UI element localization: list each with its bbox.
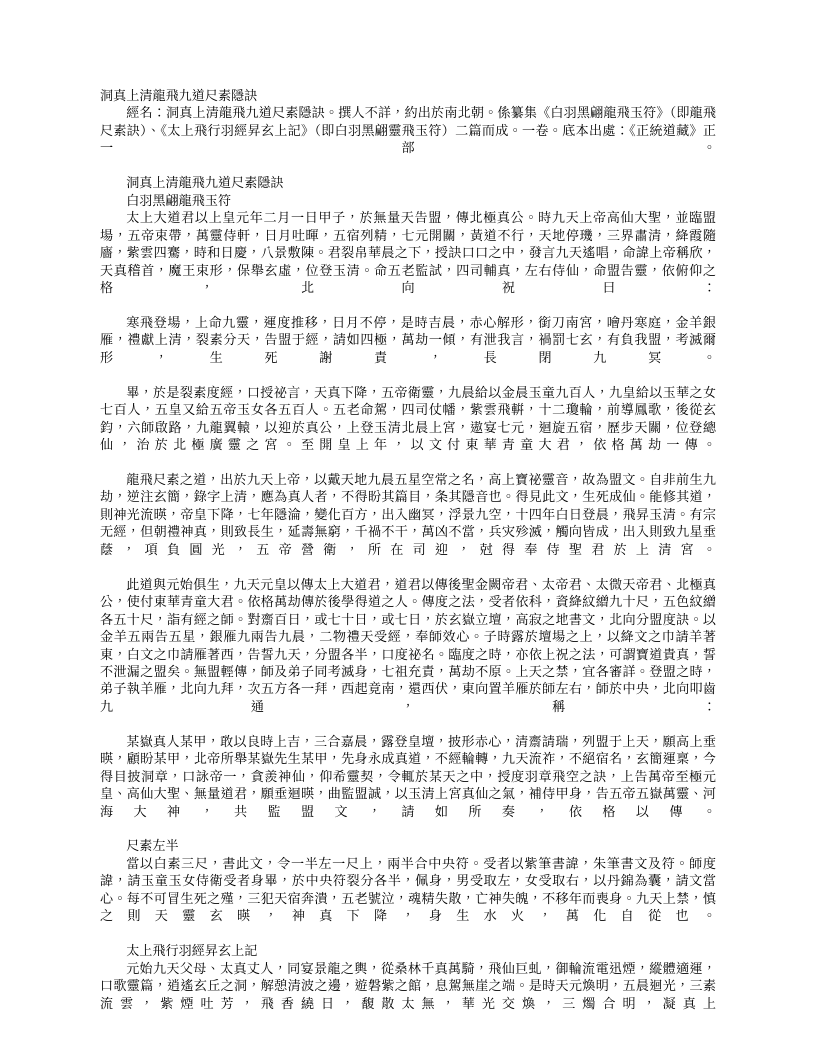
paragraph-hanfei-dengchang-invocation: 寒飛登場，上命九靈，運度推移，日月不停，是時吉晨，赤心解形，銜刀南宮，噲丹寒庭，金羊銀雁，禮獻上清，裂素分天，告盟于經，請如四極，萬劫一傾，有泄我言，禍罰七玄，有負我盟，考滅爾形，生死謝責，長閉九冥。 (100, 315, 716, 366)
paragraph-yuanshi-jiutian-fumu: 元始九天父母、太真丈人，同宴景龍之輿，從桑林千真萬騎，飛仙巨虬，御輪流電迅煙，縱體適運，口歌靈篇，逍遙玄丘之洞，解憩清波之邊，遊磐紫之館，息駕無崖之端。是時天元煥明，五晨迴光，三素流雲，紫煙吐芳，飛香繞日，馥散太無，華光交煥，三燭合明，凝真上 (100, 961, 716, 1012)
bibliographic-note-paragraph: 經名：洞真上清龍飛九道尺素隱訣。撰人不詳，約出於南北朝。係纂集《白羽黑翩龍飛玉符》（即龍飛尺素訣）、《太上飛行羽經昇玄上記》（即白羽黑翩靈飛玉符）二篇而成。一卷。底本出處：《正統道藏》正一部。 (100, 106, 716, 157)
document-body (100, 88, 716, 1030)
paragraph-cidao-yu-yuanshi-jusheng: 此道與元始俱生，九天元皇以傳太上大道君，道君以傳後聖金闕帝君、太帝君、太微天帝君、北極真公，使付東華青童大君。依格萬劫傳於後學得道之人。傳度之法，受者依科，資絳紋繒九十尺，五色紋繒各五十尺，詣有經之師。對齋百日，或七十日，或七日，於玄嶽立壇，高寂之地書文，北向分盟度訣。以金羊五兩告五星，銀雁九兩告九晨，二物禮天受經，奉師效心。子時露於壇場之上，以絳文之巾請羊著東，白文之巾請雁著西，告誓九天，分盟各半，口度祕名。臨度之時，亦依上祝之法，可謂寶道貴真，誓不泄漏之盟矣。無盟輕傳，師及弟子同考滅身，七祖充責，萬劫不原。上天之禁，宜各審詳。登盟之時，弟子執羊雁，北向九拜，次五方各一拜，西起竟南，還西伏，東向置羊雁於師左右，師於中央，北向叩齒九通，稱： (100, 577, 716, 715)
paragraph-longfei-chisu-zhi-dao: 龍飛尺素之道，出於九天上帝，以戴天地九晨五星空常之名，高上寶祕靈音，故為盟文。自非前生九劫，逆注玄簡，錄字上清，應為真人者，不得盼其篇目，条其隱音也。得見此文，生死成仙。能修其道，則神光流暎，帝皇下降，七年隱淪，變化百方，出入幽冥，浮景九空，十四年白日登晨，飛昇玉清。有宗无經，但朝禮神真，則致長生，延壽無窮，千禍不干，萬凶不當，兵灾殄滅，觸向皆成，出入則致九星垂蔭，項負圓光，五帝營衛，所在司迎，尅得奉侍聖君於上清宮。 (100, 472, 716, 558)
paragraph-dangyi-baisu-sanchi: 當以白素三尺，書此文，令一半左一尺上，兩半合中央符。受者以紫筆書諱，朱筆書文及符。師度諱，請玉童玉女侍衛受者身畢，於中央符裂分各半，佩身，男受取左，女受取右，以丹錦為囊，請文當心。每不可冒生死之殣，三犯天宿奔潰，五老號泣，魂精失散，亡神失魄，不移年而喪身。九天上禁，慎之則天靈玄暎，神真下降，身生水火，萬化自從也。 (100, 856, 716, 925)
section-heading-baiyu-heifan-longfei-yufu: 白羽黑翩龍飛玉符 (126, 193, 232, 209)
section-heading-main-title: 洞真上清龍飛九道尺素隱訣 (126, 176, 284, 192)
section-heading-taishang-feixing-yujing: 太上飛行羽經昇玄上記 (126, 944, 258, 960)
paragraph-bi-yushi-liesu-dujing: 畢，於是裂素度經，口授祕言，天真下降，五帝衛靈，九晨給以金晨玉童九百人，九皇給以玉華之女七百人，五皇又給五帝玉女各五百人。五老命駕，四司仗幡，紫雲飛輧，十二瓊輪，前導鳳歌，後從玄鈞，六師啟路，九龍翼轅，以迎於真公，上登玉清北晨上宮，遨宴七元，迴旋五宿，歷步天關，位登總仙，治於北極廣靈之宮。至開皇上年，以文付東華青童大君，依格萬劫一傳。 (100, 385, 716, 454)
section-heading-chisu-zuoban: 尺素左半 (126, 839, 179, 855)
document-title: 洞真上清龍飛九道尺素隱訣 (100, 89, 258, 104)
paragraph-mouyue-zhenren-moujia-petition: 某嶽真人某甲，敢以良時上吉，三合嘉晨，露登皇壇，披形赤心，清齋請瑞，列盟于上天，願高上垂暎，顧盼某甲，北帝所舉某嶽先生某甲，先身永成真道，不經輪轉，九天流祚，不絕宿名，玄簡運稟，今得目披洞章，口詠帝一，貪羨神仙，仰希靈契，令輒於某天之中，授度羽章飛空之訣，上告萬帝至極元皇、高仙大聖、無量道君，願垂迴暎，曲監盟誠，以玉清上宮真仙之氣，補侍甲身，告五帝五嶽萬靈、河海大神，共監盟文，請如所奏，依格以傳。 (100, 734, 716, 820)
paragraph-taishang-dadaojun: 太上大道君以上皇元年二月一日甲子，於無量天告盟，傳北極真公。時九天上帝高仙大聖，並臨盟場，五帝束帶，萬靈侍軒，日月吐暉，五宿列精，七元開關，黃道不行，天地停璣，三界肅清，絳霞隨廧，紫雲四騫，時和日慶，八景敷陳。君裂帛華晨之下，授訣口口之中，發言九天遙唱，命諱上帝稱欣，天真稽首，魔王束形，保舉玄虛，位登玉清。命五老監試，四司輔真，左右侍仙，命盟告靈，依俯仰之格，北向祝曰： (100, 211, 716, 296)
